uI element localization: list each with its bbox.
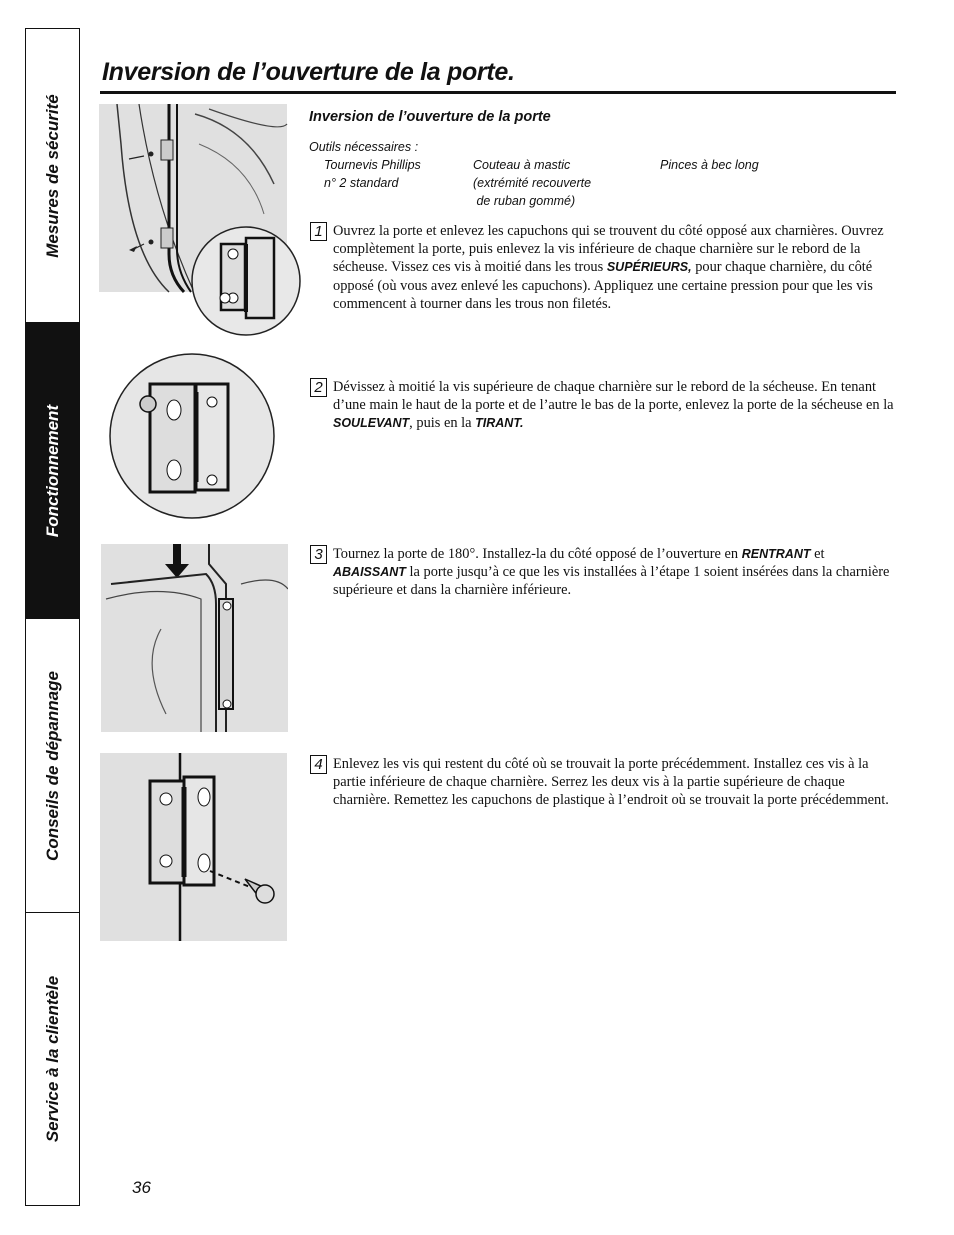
step-text xyxy=(333,755,896,810)
tab-fonctionnement[interactable] xyxy=(26,323,79,619)
figure-step-2 xyxy=(108,352,276,520)
tab-label: Service à la clientèle xyxy=(42,975,62,1143)
emphasis: TIRANT. xyxy=(475,416,524,431)
step-text xyxy=(333,378,896,433)
text-segment: pour chaque charnière, du côté opposé (où vous avez enlevé les capuchons). Appliquez une certaine pression pour que les vis commencent à tourner dans les trous non filetés. xyxy=(333,259,873,312)
step-text xyxy=(333,545,896,600)
emphasis: RENTRANT xyxy=(741,547,811,561)
tool-needle-nose-pliers: Pinces à bec long xyxy=(660,158,759,172)
step-number: 4 xyxy=(310,755,327,774)
tools-heading: Outils nécessaires : xyxy=(309,140,419,154)
section-sidebar xyxy=(25,28,80,1206)
text-segment: la porte jusqu’à ce que les vis installées à l’étape 1 soient insérées dans la charnière supérieure et dans la charnière inférieure. xyxy=(333,564,890,599)
title-divider xyxy=(100,91,896,94)
tab-label: Fonctionnement xyxy=(42,404,62,537)
tool-screwdriver: Tournevis Phillips n° 2 standard xyxy=(324,158,421,190)
tab-conseils-de-depannage[interactable] xyxy=(26,619,79,913)
text-segment: Dévissez à moitié la vis supérieure de chaque charnière sur le rebord de la sécheuse. En tenant d’une main le haut de la porte et de l’autre le bas de la porte, enlevez la porte de la sécheuse en la xyxy=(333,379,894,414)
page-number: 36 xyxy=(132,1178,151,1197)
text-segment: Enlevez les vis qui restent du côté où se trouvait la porte précédemment. Installez ces vis à la partie inférieure de chaque charnière. Serrez les deux vis à la partie supérieure de chaque charnière. Remettez les capuchons de plastique à l’endroit où se trouvait la porte précédemment. xyxy=(333,756,889,809)
page-title: Inversion de l’ouverture de la porte. xyxy=(102,58,515,86)
tab-mesures-de-securite[interactable] xyxy=(26,29,79,323)
step-number: 1 xyxy=(310,222,327,241)
emphasis: SOULEVANT xyxy=(333,416,410,431)
step-4 xyxy=(310,755,896,824)
tab-label: Mesures de sécurité xyxy=(42,93,62,258)
emphasis: SUPÉRIEURS, xyxy=(606,260,692,275)
step-2 xyxy=(310,378,896,447)
tab-service-a-la-clientele[interactable] xyxy=(26,913,79,1205)
step-number: 3 xyxy=(310,545,327,564)
text-segment: Ouvrez la porte et enlevez les capuchons qui se trouvent du côté opposé aux charnières. Ouvrez complètement la porte, puis enlevez la vis inférieure de chaque charnière sur le rebord de la sécheuse. Vissez ces vis à moitié dans les trous xyxy=(333,223,884,276)
text-segment: et xyxy=(810,546,825,562)
step-1 xyxy=(310,222,896,327)
text-segment: , puis en la xyxy=(409,415,476,432)
tool-putty-knife: Couteau à mastic (extrémité recouverte de ruban gommé) xyxy=(473,158,592,208)
figure-step-1 xyxy=(99,104,304,336)
figure-step-4 xyxy=(100,753,287,941)
figure-step-3 xyxy=(101,544,288,732)
step-text xyxy=(333,222,896,313)
section-heading: Inversion de l’ouverture de la porte xyxy=(309,109,551,125)
tools-list xyxy=(309,138,759,208)
step-3 xyxy=(310,545,896,614)
step-number: 2 xyxy=(310,378,327,397)
tab-label: Conseils de dépannage xyxy=(42,670,62,861)
emphasis: ABAISSANT xyxy=(333,565,406,580)
text-segment: Tournez la porte de 180°. Installez-la du côté opposé de l’ouverture en xyxy=(333,546,742,562)
